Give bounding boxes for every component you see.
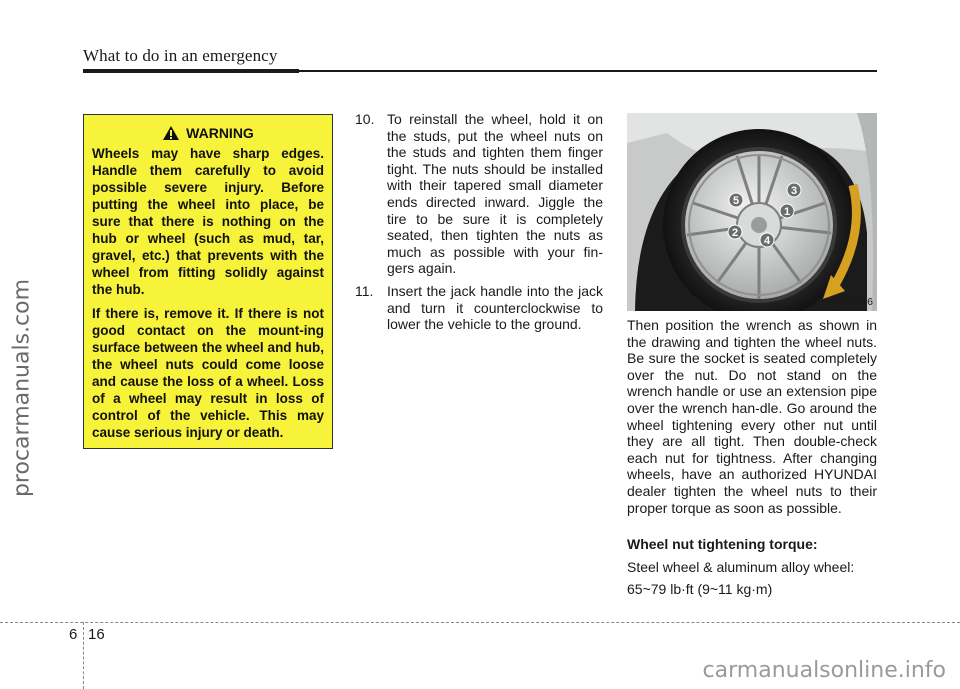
right-column-text (627, 317, 877, 598)
step-number: 10. (355, 111, 375, 127)
figure-code-label: OBK069016 (815, 296, 873, 308)
nut-number-5: 5 (732, 195, 740, 207)
nut-number-3: 3 (790, 185, 798, 197)
warning-triangle-icon (162, 125, 180, 141)
torque-heading: Wheel nut tightening torque: (627, 536, 818, 553)
step-text: Insert the jack handle into the jack and turn it counterclockwise to lower the vehicle to the ground. (387, 282, 603, 333)
torque-wheel-type: Steel wheel & aluminum alloy wheel: (627, 558, 855, 575)
footer-watermark: carmanualsonline.info (702, 658, 946, 683)
warning-title: WARNING (186, 125, 254, 141)
step-number: 11. (355, 282, 374, 299)
footer-dashed-rule (0, 622, 960, 623)
page-section-number: 6 (69, 626, 78, 643)
warning-paragraph: If there is, remove it. If there is not good contact on the mount-ing surface between the wheel and hub, the wheel nuts could come loose and cause the loss of a wheel. Loss of a wheel may result in loss of control of the vehicle. This may cause serious injury or death. (92, 306, 324, 440)
footer-vertical-rule (83, 622, 84, 689)
step-text: To reinstall the wheel, hold it on the studs, put the wheel nuts on the studs and tighten them finger tight. The nuts should be installed with their tapered small diameter ends directed inward. Jiggle the tire to be sure it is completely seated, then tighten the nuts as much as possible with your fin-gers again. (387, 111, 603, 277)
page-number: 16 (88, 626, 105, 643)
nut-number-overlay (627, 113, 877, 311)
page-header-title: What to do in an emergency (83, 46, 278, 65)
step-item (355, 283, 603, 333)
nut-number-4: 4 (763, 235, 771, 247)
instruction-steps (355, 111, 603, 339)
warning-box (83, 114, 333, 449)
nut-number-1: 1 (783, 206, 791, 218)
warning-header (92, 125, 324, 141)
wrench-instructions: Then position the wrench as shown in the drawing and tighten the wheel nuts. Be sure the socket is seated completely over the nut. Do not stand on the wrench handle or use an extension pipe over the wrench han-dle. Go around the wheel tightening every other nut until they are all tight. Then double-check each nut for tightness. After changing wheels, have an authorized HYUNDAI dealer tighten the wheel nuts to their proper torque as soon as possible. (627, 317, 877, 516)
side-watermark-text: procarmanuals.com (9, 278, 35, 498)
header-rule-thick (83, 69, 299, 73)
warning-paragraph: Wheels may have sharp edges. Handle them carefully to avoid possible severe injury. Before putting the wheel into place, be sure that there is nothing on the hub or wheel (such as mud, tar, gravel, etc.) that prevents with the wheel from fitting solidly against the hub. (92, 146, 324, 297)
nut-number-2: 2 (731, 227, 739, 239)
header-rule-thin (299, 70, 877, 72)
step-item (355, 111, 603, 277)
wheel-illustration (627, 113, 877, 311)
torque-value: 65~79 lb·ft (9~11 kg·m) (627, 581, 773, 598)
